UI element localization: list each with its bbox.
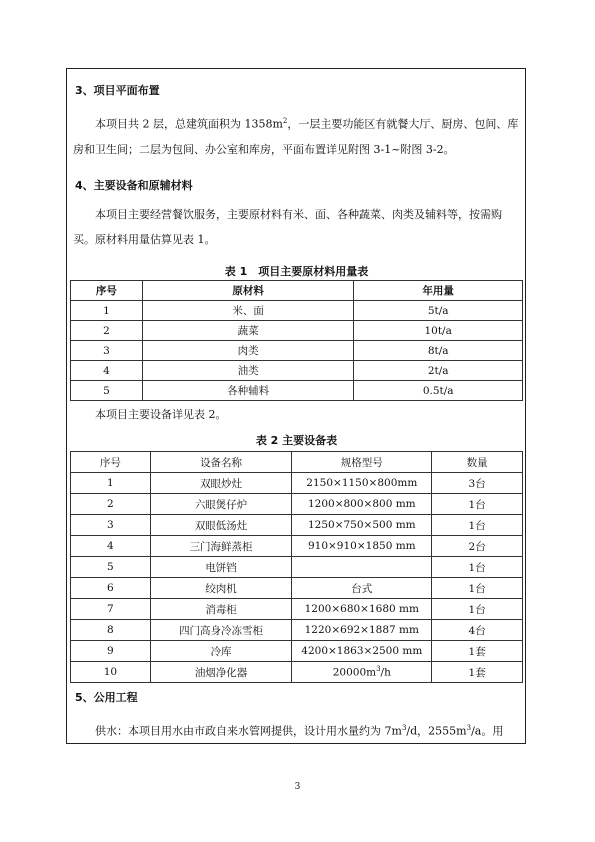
table2-cell-name: 双眼炒灶 [150, 473, 292, 494]
table-row [71, 321, 523, 341]
table-header-row [71, 452, 523, 473]
table-row [71, 557, 523, 578]
table1-header-usage: 年用量 [354, 281, 523, 301]
table1-cell-usage: 10t/a [354, 321, 523, 341]
table-row [71, 494, 523, 515]
layout-text-end: ，一层主要功能区有就餐大厅、厨房、包间、库房和卫生间；二层为包间、办公室和库房，平面布置详见附图 3-1~附图 3-2。 [73, 117, 519, 156]
table2-cell-qty: 1台 [432, 515, 523, 536]
table2-cell-name: 三门海鲜蒸柜 [150, 536, 292, 557]
water-text-a: 供水：本项目用水由市政自来水管网提供，设计用水量约为 7m [95, 724, 402, 738]
table-row [71, 515, 523, 536]
section-heading-materials: 4、主要设备和原辅材料 [75, 179, 193, 192]
table2-cell-no: 3 [71, 515, 151, 536]
table2-cell-name: 电饼铛 [150, 557, 292, 578]
table2-cell-spec: 4200×1863×2500 mm [292, 641, 432, 662]
table1-cell-usage: 8t/a [354, 341, 523, 361]
spec-main: 20000m [332, 666, 377, 679]
table2-cell-no: 7 [71, 599, 151, 620]
table2-cell-no: 10 [71, 662, 151, 683]
section-heading-layout: 3、项目平面布置 [75, 84, 160, 97]
water-supply-paragraph [73, 716, 523, 744]
table2-cell-name: 双眼低汤灶 [150, 515, 292, 536]
table-row [71, 641, 523, 662]
table2-header-name: 设备名称 [150, 452, 292, 473]
table1-cell-usage: 2t/a [354, 361, 523, 381]
table1-cell-material: 油类 [142, 361, 354, 381]
table2-caption: 表 2 主要设备表 [255, 434, 338, 447]
table2-cell-qty: 2台 [432, 536, 523, 557]
table2-cell-spec: 1200×680×1680 mm [292, 599, 432, 620]
table1-cell-no: 5 [71, 381, 143, 401]
table2-cell-qty: 1台 [432, 578, 523, 599]
table1-cell-usage: 0.5t/a [354, 381, 523, 401]
table2-cell-qty: 1台 [432, 494, 523, 515]
table2-cell-no: 8 [71, 620, 151, 641]
table2-cell-spec: 1220×692×1887 mm [292, 620, 432, 641]
table1-cell-no: 2 [71, 321, 143, 341]
water-text-c: /a。用 [471, 724, 504, 738]
table2-cell-qty: 4台 [432, 620, 523, 641]
table-header-row [71, 281, 523, 301]
table2-cell-spec: 台式 [292, 578, 432, 599]
table-row [71, 620, 523, 641]
table1-cell-no: 4 [71, 361, 143, 381]
layout-text-start: 本项目共 2 层，总建筑面积为 1358m [95, 117, 283, 131]
table2-cell-qty: 1台 [432, 557, 523, 578]
table2-cell-name: 六眼煲仔炉 [150, 494, 292, 515]
water-sup2: 3 [466, 724, 472, 732]
table2-cell-spec: 2150×1150×800mm [292, 473, 432, 494]
water-text-b: /d，2555m [406, 724, 467, 738]
table1-cell-no: 1 [71, 301, 143, 321]
section-heading-utilities: 5、公用工程 [75, 691, 138, 704]
table1-cell-usage: 5t/a [354, 301, 523, 321]
table2-cell-no: 4 [71, 536, 151, 557]
table2-cell-no: 6 [71, 578, 151, 599]
table-row [71, 361, 523, 381]
spec-tail: /h [380, 666, 391, 679]
table1-cell-material: 米、面 [142, 301, 354, 321]
table2-cell-no: 2 [71, 494, 151, 515]
table1-cell-no: 3 [71, 341, 143, 361]
layout-paragraph [73, 109, 523, 162]
equipment-intro: 本项目主要设备详见表 2。 [95, 408, 227, 421]
table2-header-spec: 规格型号 [292, 452, 432, 473]
materials-paragraph: 本项目主要经营餐饮服务，主要原材料有米、面、各种蔬菜、肉类及辅料等，按需购买。原材料用量估算见表 1。 [73, 208, 502, 246]
table1-header-material: 原材料 [142, 281, 354, 301]
table-row [71, 662, 523, 683]
table2-cell-qty: 3台 [432, 473, 523, 494]
table2-cell-name: 绞肉机 [150, 578, 292, 599]
table2-cell-name: 油烟净化器 [150, 662, 292, 683]
table2-cell-spec [292, 662, 432, 683]
table2-cell-name: 冷库 [150, 641, 292, 662]
table1-caption: 表 1 项目主要原材料用量表 [224, 265, 369, 278]
table2-header-no: 序号 [71, 452, 151, 473]
table-row [71, 301, 523, 321]
table1-cell-material: 肉类 [142, 341, 354, 361]
table-row [71, 341, 523, 361]
table2-cell-name: 消毒柜 [150, 599, 292, 620]
table2-cell-qty: 1套 [432, 641, 523, 662]
page-number: 3 [294, 782, 301, 792]
water-sup1: 3 [401, 724, 407, 732]
equipment-table [70, 451, 523, 683]
table2-cell-no: 9 [71, 641, 151, 662]
spec-sup: 3 [376, 665, 381, 674]
table2-cell-spec: 1200×800×800 mm [292, 494, 432, 515]
table1-cell-material: 蔬菜 [142, 321, 354, 341]
layout-text-sup: 2 [282, 117, 288, 125]
table2-cell-spec [292, 557, 432, 578]
table2-cell-spec: 910×910×1850 mm [292, 536, 432, 557]
table1-header-no: 序号 [71, 281, 143, 301]
table-row [71, 599, 523, 620]
table-row [71, 473, 523, 494]
table2-cell-no: 5 [71, 557, 151, 578]
table2-cell-qty: 1套 [432, 662, 523, 683]
table2-cell-qty: 1台 [432, 599, 523, 620]
raw-materials-table [70, 280, 523, 401]
table2-cell-spec: 1250×750×500 mm [292, 515, 432, 536]
table2-cell-name: 四门高身冷冻雪柜 [150, 620, 292, 641]
table-row [71, 381, 523, 401]
table-row [71, 536, 523, 557]
table2-header-qty: 数量 [432, 452, 523, 473]
table2-cell-no: 1 [71, 473, 151, 494]
table-row [71, 578, 523, 599]
table1-cell-material: 各种辅料 [142, 381, 354, 401]
